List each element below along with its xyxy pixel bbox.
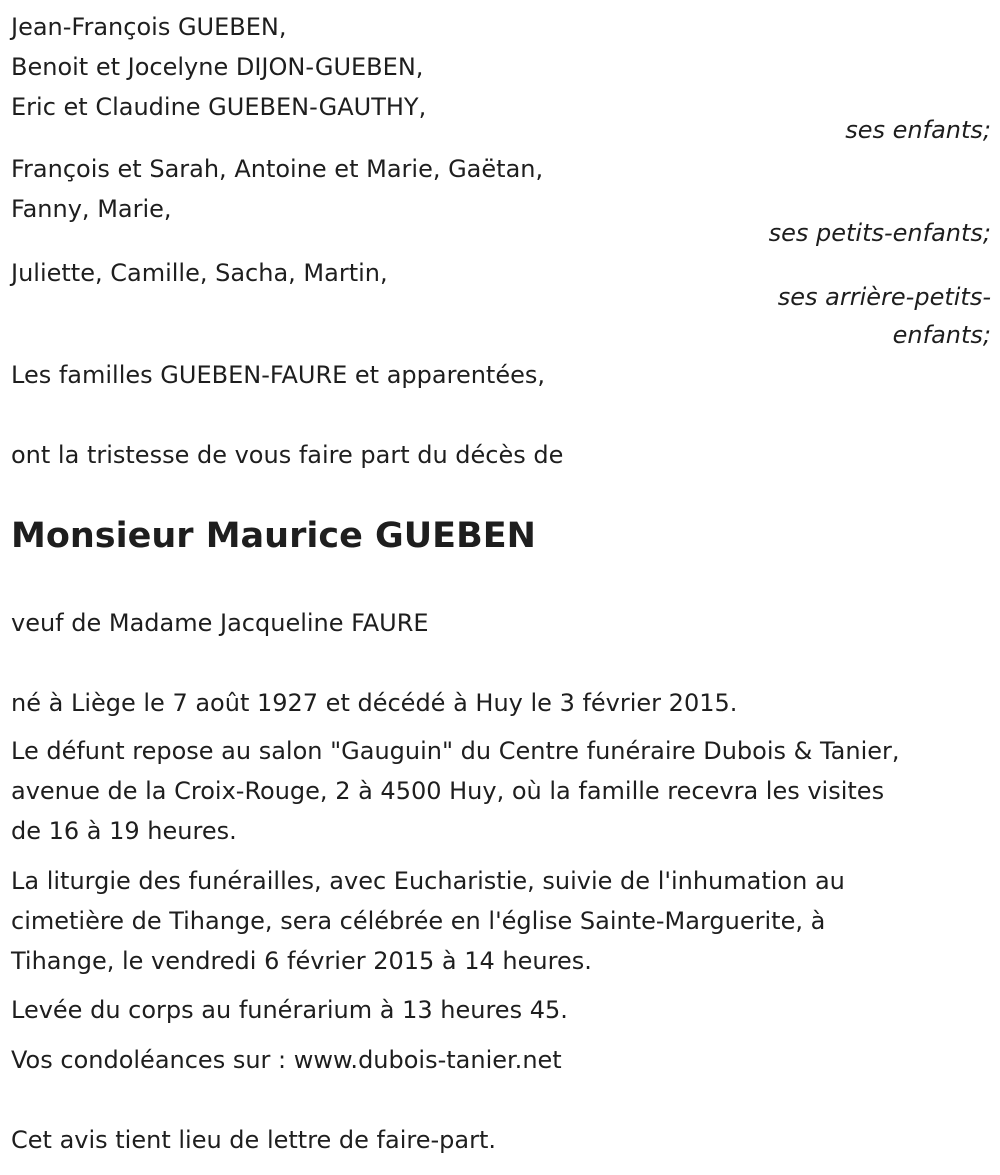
rest-line-1: Le défunt repose au salon "Gauguin" du Centre funéraire Dubois & Tanier, xyxy=(11,737,900,765)
child-line-3: Eric et Claudine GUEBEN-GAUTHY, xyxy=(11,93,427,121)
birth-death-line: né à Liège le 7 août 1927 et décédé à Huy le 3 février 2015. xyxy=(11,689,738,717)
children-role: ses enfants; xyxy=(845,116,991,144)
rest-line-2: avenue de la Croix-Rouge, 2 à 4500 Huy, où la famille recevra les visites xyxy=(11,777,885,805)
deceased-name: Monsieur Maurice GUEBEN xyxy=(11,516,536,556)
grandchild-line-1: François et Sarah, Antoine et Marie, Gaëtan, xyxy=(11,155,544,183)
grandchildren-role: ses petits-enfants; xyxy=(768,219,991,247)
great-grandchild-line-1: Juliette, Camille, Sacha, Martin, xyxy=(11,259,388,287)
families-line: Les familles GUEBEN-FAURE et apparentées, xyxy=(11,361,545,389)
condolences-line: Vos condoléances sur : www.dubois-tanier.net xyxy=(11,1046,562,1074)
great-grandchildren-role-line-1: ses arrière-petits- xyxy=(777,283,991,311)
announcement-line: ont la tristesse de vous faire part du décès de xyxy=(11,441,564,469)
liturgy-line-2: cimetière de Tihange, sera célébrée en l'église Sainte-Marguerite, à xyxy=(11,907,826,935)
widower-line: veuf de Madame Jacqueline FAURE xyxy=(11,609,429,637)
child-line-1: Jean-François GUEBEN, xyxy=(11,13,287,41)
grandchild-line-2: Fanny, Marie, xyxy=(11,195,172,223)
child-line-2: Benoit et Jocelyne DIJON-GUEBEN, xyxy=(11,53,424,81)
levee-line: Levée du corps au funérarium à 13 heures 45. xyxy=(11,996,568,1024)
rest-line-3: de 16 à 19 heures. xyxy=(11,817,237,845)
liturgy-line-1: La liturgie des funérailles, avec Eucharistie, suivie de l'inhumation au xyxy=(11,867,845,895)
great-grandchildren-role-line-2: enfants; xyxy=(892,321,991,349)
liturgy-line-3: Tihange, le vendredi 6 février 2015 à 14 heures. xyxy=(11,947,592,975)
closing-line: Cet avis tient lieu de lettre de faire-part. xyxy=(11,1126,496,1154)
